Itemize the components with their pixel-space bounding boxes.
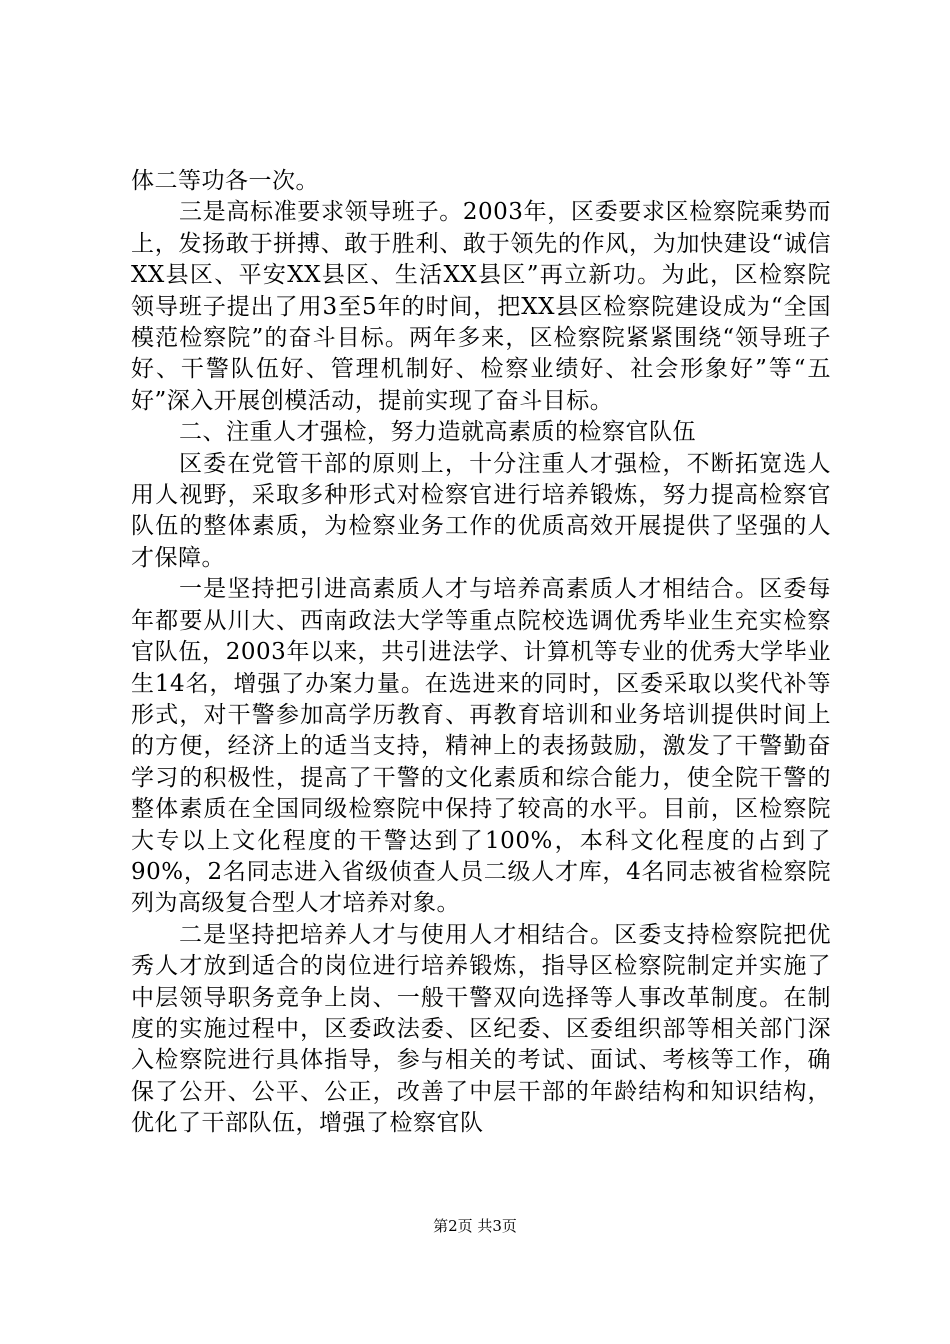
page-footer — [0, 1216, 950, 1236]
page-number-label: 第2页 共3页 — [433, 1217, 517, 1235]
document-body — [131, 166, 831, 1140]
paragraph-talent-intro: 区委在党管干部的原则上，十分注重人才强检，不断拓宽选人用人视野，采取多种形式对检察官进行培养锻炼，努力提高检察官队伍的整体素质，为检察业务工作的优质高效开展提供了坚强的人才保障。 — [131, 450, 831, 571]
paragraph-talent-recruitment: 一是坚持把引进高素质人才与培养高素质人才相结合。区委每年都要从川大、西南政法大学等重点院校选调优秀毕业生充实检察官队伍，2003年以来，共引进法学、计算机等专业的优秀大学毕业生14名，增强了办案力量。在选进来的同时，区委采取以奖代补等形式，对干警参加高学历教育、再教育培训和业务培训提供时间上的方便，经济上的适当支持，精神上的表扬鼓励，激发了干警勤奋学习的积极性，提高了干警的文化素质和综合能力，使全院干警的整体素质在全国同级检察院中保持了较高的水平。目前，区检察院大专以上文化程度的干警达到了100%，本科文化程度的占到了90%，2名同志进入省级侦查人员二级人才库，4名同志被省检察院列为高级复合型人才培养对象。 — [131, 576, 831, 917]
paragraph-continuation: 体二等功各一次。 — [131, 168, 319, 194]
paragraph-talent-usage: 二是坚持把培养人才与使用人才相结合。区委支持检察院把优秀人才放到适合的岗位进行培养锻炼，指导区检察院制定并实施了中层领导职务竞争上岗、一般干警双向选择等人事改革制度。在制度的实施过程中，区委政法委、区纪委、区委组织部等相关部门深入检察院进行具体指导，参与相关的考试、面试、考核等工作，确保了公开、公平、公正，改善了中层干部的年龄结构和知识结构，优化了干部队伍，增强了检察官队 — [131, 921, 831, 1137]
paragraph-leadership-standards: 三是高标准要求领导班子。2003年，区委要求区检察院乘势而上，发扬敢于拼搏、敢于胜利、敢于领先的作风，为加快建设“诚信XX县区、平安XX县区、生活XX县区”再立新功。为此，区检察院领导班子提出了用3至5年的时间，把XX县区检察院建设成为“全国模范检察院”的奋斗目标。两年多来，区检察院紧紧围绕“领导班子好、干警队伍好、管理机制好、检察业绩好、社会形象好”等“五好”深入开展创模活动，提前实现了奋斗目标。 — [131, 199, 831, 414]
section-heading-talent: 二、注重人才强检，努力造就高素质的检察官队伍 — [179, 419, 696, 446]
